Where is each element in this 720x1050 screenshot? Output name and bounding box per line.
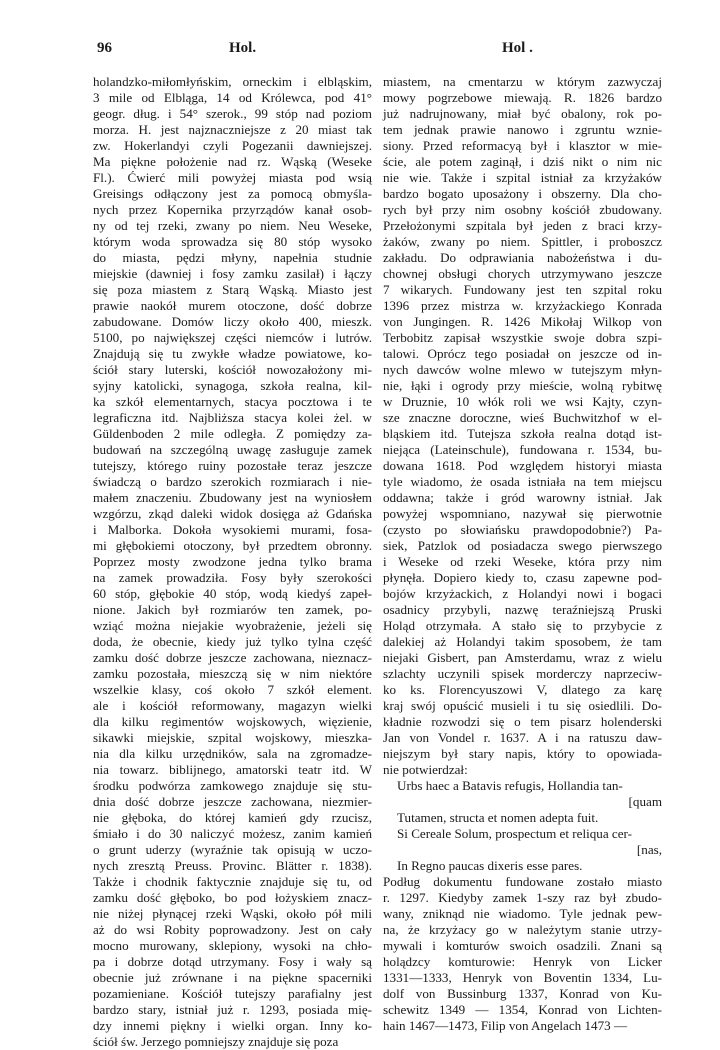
text-line: dnia dość dobrze jeszcze zachowana, niezmier- — [93, 794, 372, 809]
text-line: kładnie rozwodzi się o tem pisarz holenderski — [383, 714, 662, 729]
text-line: 60 stóp, głębokie 40 stóp, wodą kiedyś zapeł- — [93, 586, 372, 601]
text-line: o grunt uderzy (wyraźnie tak opisują w uczo- — [93, 842, 372, 857]
text-line: ale i kościół reformowany, magazyn wielki — [93, 698, 372, 713]
text-line: ściół św. Jerzego pomniejszy znajduje się poza — [93, 1034, 339, 1049]
text-line: zabudowane. Domów liczy około 400, mieszk. — [93, 314, 372, 329]
text-line: zw. Hokerlandyi czyli Pogezanii dawniejszej. — [93, 138, 372, 153]
text-line: 7 wikarych. Fundowany jest ten szpital roku — [383, 282, 662, 297]
text-line: nych zresztą Preuss. Provinc. Blätter r. 1838). — [93, 858, 372, 873]
text-line: dowana 1618. Pod względem historyi miasta — [383, 458, 662, 473]
text-line: budowań na szczególną uwagę zasługuje zamek — [93, 442, 372, 457]
text-line: tutejszy, którego ruiny pozostałe teraz jeszcze — [93, 458, 372, 473]
running-title-left: Hol. — [229, 40, 257, 56]
text-line: siek, Patzlok od posiadacza swego pierwszego — [383, 538, 662, 553]
text-line: niejąca (Lateinschule), fundowana r. 1534, bu- — [383, 442, 662, 457]
text-line: żaków, zwany po niem. Spittler, i proboszcz — [383, 234, 662, 249]
text-line: rych był przy nim osobny kościół zbudowany. — [383, 202, 662, 217]
text-line: sze znaczne doroczne, wieś Buchwitzhof w el- — [383, 410, 662, 425]
text-line: In Regno paucas dixeris esse pares. — [397, 858, 583, 873]
text-line: się poza miastem z Starą Wąską. Miasto jest — [93, 282, 372, 297]
text-line: [nas, — [636, 842, 662, 857]
text-line: ka szkół elementarnych, stacya pocztowa i te — [93, 394, 372, 409]
text-line: miejskie (dawniej i fosy zamku zasilał) i łączy — [93, 266, 372, 281]
text-line: doda, że obecnie, kiedy już tylko tylna część — [93, 634, 372, 649]
running-header — [97, 40, 665, 64]
text-line: nia towarz. biblijnego, amatorski teatr itd. W — [93, 762, 372, 777]
text-line: dalekiej aż Holandyi takim sposobem, że tam — [383, 634, 662, 649]
text-line: sikawki miejskie, szpital wojskowy, mieszka- — [93, 730, 372, 745]
text-line: nie, łąki i ogrody przy mieście, wolną rybitwę — [383, 378, 662, 393]
text-line: Przełożonymi szpitala był jeden z braci krzy- — [383, 218, 662, 233]
text-line: siony. Przed reformacyą był i klasztor w mie- — [383, 138, 662, 153]
text-line: środku podwórza zamkowego znajduje się stu- — [93, 778, 372, 793]
right-text-column — [383, 74, 662, 1034]
text-line: holandzko-miłomłyńskim, orneckim i elbląskim, — [93, 74, 372, 89]
text-line: dzy innemi piękny i wielki organ. Inny ko- — [93, 1018, 372, 1033]
text-line: już nadrujnowany, miał być obalony, rok po- — [383, 106, 662, 121]
text-line: talowi. Oprócz tego posiadał on jeszcze od in- — [383, 346, 662, 361]
text-line: mocno murowany, sklepiony, wysoki na chło- — [93, 938, 372, 953]
text-line: prawie naokół murem otoczone, dość dobrze — [93, 298, 372, 313]
text-line: (czysto po słowiańsku prawdopodobnie?) Pa- — [383, 522, 662, 537]
text-line: zamku dość dobrze jeszcze zachowana, nieznacz- — [93, 650, 372, 665]
text-line: ściół stary luterski, kościół nowozałożony mi- — [93, 362, 372, 377]
text-line: nych przez Kopernika przyrządów kanał osob- — [93, 202, 372, 217]
text-line: schewitz 1349 — 1354, Konrad von Lichten- — [383, 1002, 662, 1017]
text-line: Ma piękne położenie nad rz. Wąską (Weseke — [93, 154, 372, 169]
text-line: niejszym był stary napis, który to opowiada- — [383, 746, 662, 761]
text-line: wziąć można niejakie wyobrażenie, jeżeli się — [93, 618, 372, 633]
text-line: w Druznie, 10 włók roli we wsi Kajty, czyn- — [383, 394, 662, 409]
text-line: ście, ale potem zaginął, i dziś nikt o nim nic — [383, 154, 662, 169]
text-line: nie potwierdzał: — [383, 762, 468, 777]
text-line: Tutamen, structa et nomen adepta fuit. — [397, 810, 599, 825]
text-line: hain 1467—1473, Filip von Angelach 1473 — — [383, 1018, 628, 1033]
text-line: bląskiem itd. Tutejsza szkoła realna dotąd ist- — [383, 426, 662, 441]
text-line: r. 1297. Kiedyby zamek 1-szy raz był zbudo- — [383, 890, 662, 905]
text-line: bardzo stary, istniał już r. 1293, posiada mię- — [93, 1002, 372, 1017]
text-line: chownej obsługi chorych utrzymywano jeszcze — [383, 266, 662, 281]
text-line: 5100, po największej części niemców i lutrów. — [93, 330, 372, 345]
text-line: na, że krzyżacy go w należytym stanie utrzy- — [383, 922, 662, 937]
text-line: von Jungingen. R. 1426 Mikołaj Wilkop von — [383, 314, 662, 329]
text-line: dla kilku regimentów wojskowych, więzienie, — [93, 714, 372, 729]
text-line: tyle wiadomo, że osada istniała na tem miejscu — [383, 474, 662, 489]
text-line: Także i chodnik faktycznie znajduje się tu, od — [93, 874, 372, 889]
text-line: powyżej wspomniano, nazywał się pierwotnie — [383, 506, 662, 521]
text-line: Holąd otrzymała. A stało się to przybycie z — [383, 618, 662, 633]
text-line: tem jednak prawie nanowo i zgruntu wznie- — [383, 122, 662, 137]
text-line: legraficzna itd. Najbliższa stacya kolei żel. w — [93, 410, 372, 425]
text-line: nia dla kilku urzędników, sala na zgromadze- — [93, 746, 372, 761]
text-line: Terbobitz zapisał wszystkie swoje dobra szpi- — [383, 330, 662, 345]
left-text-column — [93, 74, 372, 1050]
text-line: wszelkie klasy, coś około 7 szkół element. — [93, 682, 372, 697]
text-line: małem znaczeniu. Zbudowany jest na wyniosłem — [93, 490, 372, 505]
page-number: 96 — [97, 40, 112, 56]
text-line: zamku pozostała, mieszczą się w nim niektóre — [93, 666, 372, 681]
text-line: obecnie już zrównane i na piękne spacerniki — [93, 970, 372, 985]
text-line: ny od tej rzeki, zwany po niem. Neu Weseke, — [93, 218, 372, 233]
text-line: aż do wsi Robity poprowadzony. Jest on cały — [93, 922, 372, 937]
text-line: ko ks. Florencyuszowi V, dlatego za karę — [383, 682, 662, 697]
text-line: niejaki Gisbert, pan Amsterdamu, wraz z wielu — [383, 650, 662, 665]
text-line: mowy pogrzebowe miewają. R. 1826 bardzo — [383, 90, 662, 105]
text-line: Urbs haec a Batavis refugis, Hollandia tan- — [397, 778, 623, 793]
text-line: miastem, na cmentarzu w którym zazwyczaj — [383, 74, 662, 89]
text-line: Si Cereale Solum, prospectum et reliqua cer- — [397, 826, 632, 841]
text-line: i Malborka. Dokoła wysokiemi murami, fosa- — [93, 522, 372, 537]
text-line: nych dawców wolne mlewo w tutejszym młyn- — [383, 362, 662, 377]
text-line: 1396 przez mistrza w. krzyżackiego Konrada — [383, 298, 662, 313]
running-title-right: Hol . — [502, 40, 533, 56]
text-line: płynęła. Dopiero kiedy to, czasu zapewne pod- — [383, 570, 662, 585]
text-line: syjny katolicki, synagoga, szkoła realna, kil- — [93, 378, 372, 393]
text-line: Znajdują się tu zwykłe władze powiatowe, ko- — [93, 346, 372, 361]
text-line: holądzcy komturowie: Henryk von Licker — [383, 954, 662, 969]
text-line: Poprzez mosty zwodzone jedna tylko brama — [93, 554, 372, 569]
text-line: bardzo bogato uposażony i obszerny. Dla cho- — [383, 186, 662, 201]
text-line: wzgórzu, zkąd daleki widok dosięga aż Gdańska — [93, 506, 372, 521]
text-line: Jan von Vondel r. 1637. A i na ratuszu daw- — [383, 730, 662, 745]
text-line: nie głęboka, do której kamień gdy rzucisz, — [93, 810, 372, 825]
text-line: bojów krzyżackich, z Holandyi nowi i bogaci — [383, 586, 662, 601]
text-line: osadnicy przybyli, nazwę teraźniejszą Pruski — [383, 602, 662, 617]
text-line: na zamek prowadziła. Fosy były szerokości — [93, 570, 372, 585]
text-line: nione. Jakich był rozmiarów ten zamek, po- — [93, 602, 372, 617]
text-line: kraj swój opuścić musieli i tu się osiedlili. Do- — [383, 698, 662, 713]
text-line: Podług dokumentu fundowane zostało miasto — [383, 874, 662, 889]
text-line: i Weseke od rzeki Weseke, która przy nim — [383, 554, 662, 569]
text-line: szlachty uczynili spisek morderczy naprzeciw- — [383, 666, 662, 681]
text-line: dolf von Bussinburg 1337, Konrad von Ku- — [383, 986, 662, 1001]
text-line: 3 mile od Elbląga, 14 od Królewca, pod 41° — [93, 90, 372, 105]
text-line: Güldenboden 2 mile odległa. Z pomiędzy za- — [93, 426, 372, 441]
text-line: zakładu. Do odprawiania nabożeństwa i du- — [383, 250, 662, 265]
text-line: mi głębokiemi otoczony, był przedtem obronny. — [93, 538, 372, 553]
text-line: którym woda sprowadza się 80 stóp wysoko — [93, 234, 372, 249]
text-line: pozamieniane. Kościół tutejszy parafialny jest — [93, 986, 372, 1001]
text-line: Fl.). Ćwierć mili powyżej miasta pod wsią — [93, 170, 372, 185]
text-line: zamku dość głęboko, bo pod łożyskiem znacz- — [93, 890, 372, 905]
text-line: wany, zniknąd nie wiadomo. Tyle jednak pew- — [383, 906, 662, 921]
text-line: świadczą o bardzo szerokich rozmiarach i nie- — [93, 474, 372, 489]
text-line: do miasta, pędzi młyny, napełnia studnie — [93, 250, 372, 265]
text-line: 1331—1333, Henryk von Boventin 1334, Lu- — [383, 970, 662, 985]
text-line: nie niżej płynącej rzeki Wąski, około pół mili — [93, 906, 372, 921]
text-line: pa i dobrze dotąd utrzymany. Fosy i wały są — [93, 954, 372, 969]
text-line: śmiało i do 30 naliczyć możesz, zanim kamień — [93, 826, 372, 841]
text-line: geogr. dług. i 54° szerok., 99 stóp nad poziom — [93, 106, 372, 121]
text-line: mywali i komturów swoich osadzili. Znani są — [383, 938, 662, 953]
text-line: [quam — [628, 794, 662, 809]
text-line: oddawna; także i gród warowny istniał. Jak — [383, 490, 662, 505]
text-line: Greisings odłączony jest za pomocą obmyśla- — [93, 186, 372, 201]
text-line: nie wie. Także i szpital istniał za krzyżaków — [383, 170, 662, 185]
text-line: morza. H. jest najznaczniejsze z 20 miast tak — [93, 122, 372, 137]
